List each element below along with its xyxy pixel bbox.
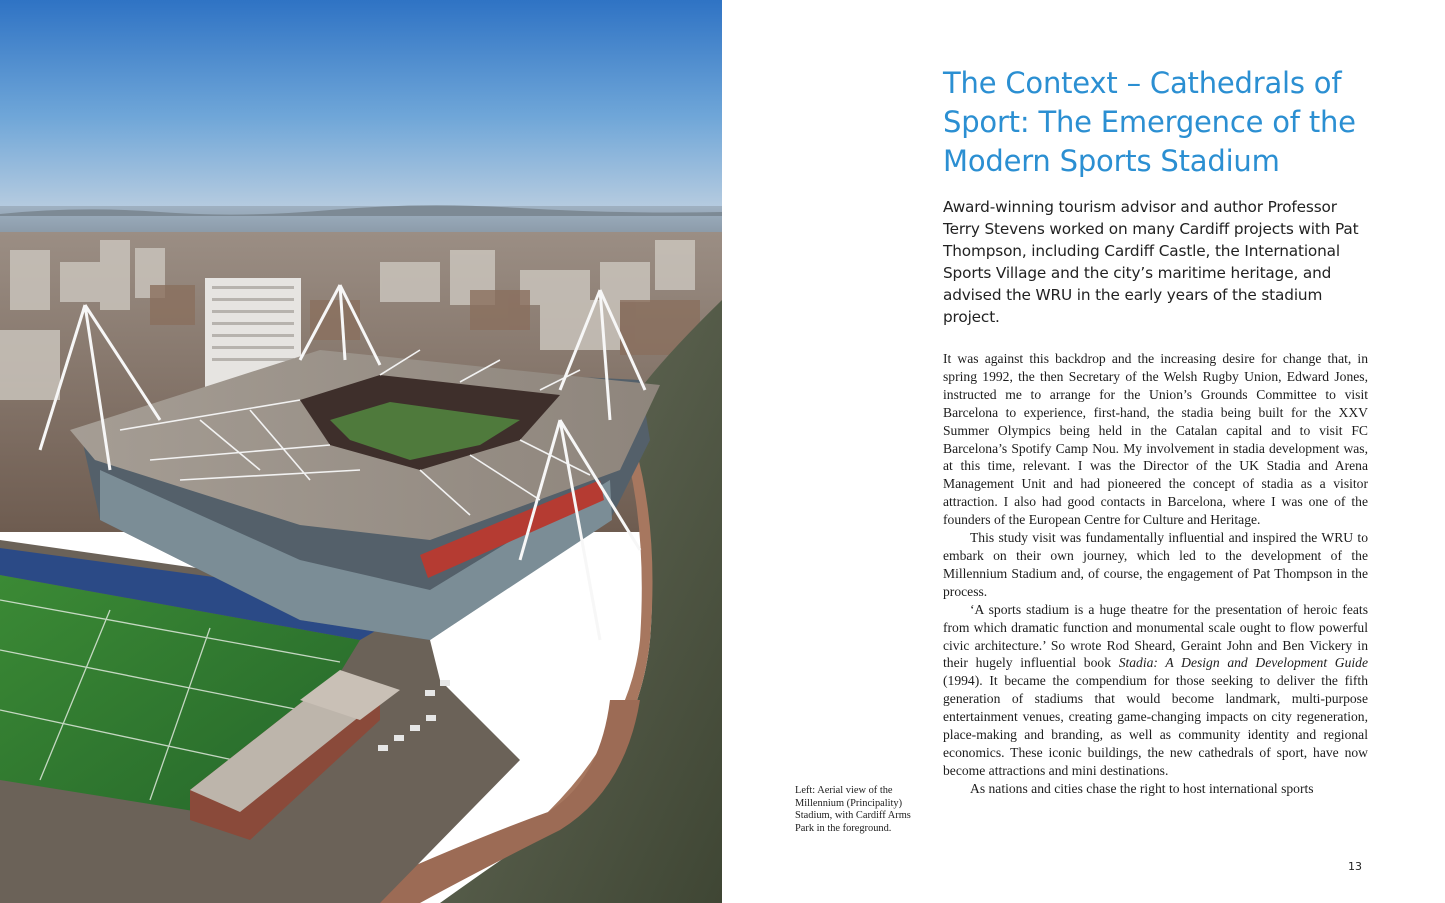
body-paragraph-4: As nations and cities chase the right to host international sports bbox=[970, 780, 1314, 796]
book-title: Stadia: A Design and Development Guide bbox=[1118, 655, 1368, 671]
intro-paragraph: Award-winning tourism advisor and author Professor Terry Stevens worked on many Cardiff projects with Pat Thompson, including Cardiff Castle, the International Sports Village and the city’s maritime heritage, and advised the WRU in the early years of the stadium project. bbox=[943, 198, 1359, 326]
aerial-stadium-photo bbox=[0, 0, 722, 903]
page-number: 13 bbox=[1348, 860, 1362, 873]
body-paragraph-3 bbox=[943, 601, 1368, 780]
body-paragraph-1: It was against this backdrop and the increasing desire for change that, in spring 1992, the then Secretary of the Welsh Rugby Union, Edward Jones, instructed me to arrange for the Union’s Grounds Committee to visit Barcelona to experience, first-hand, the stadia being built for the XXV Summer Olympics being held in the Catalan capital and to visit FC Barcelona’s Spotify Camp Nou. My involvement in stadia development was, at this time, relevant. I was the Director of the UK Stadia and Arena Management Unit and had pioneered the concept of stadia as a visitor attraction. I also had good contacts in Barcelona, where I was one of the founders of the European Centre for Culture and Heritage. bbox=[943, 351, 1368, 528]
body-paragraph-3-end: (1994). It became the compendium for those seeking to deliver the fifth generation of stadiums that would become landmark, multi-purpose entertainment venues, creating game-changing impacts on city regeneration, place-making and branding, as well as community identity and regional economics. These iconic buildings, the new cathedrals of sport, have now become attractions and mini destinations. bbox=[943, 673, 1368, 778]
body-paragraph-3-start: ‘A sports stadium is a huge theatre for the presentation of heroic feats from which dramatic function and monumental scale ought to flow powerful civic architecture.’ So wrote Rod Sheard, Geraint John and Ben Vickery in their hugely influential book bbox=[943, 601, 1368, 671]
body-text bbox=[943, 350, 1368, 798]
chapter-title: The Context – Cathedrals of Sport: The Emergence of the Modern Sports Stadium bbox=[943, 66, 1356, 178]
body-paragraph-2: This study visit was fundamentally influential and inspired the WRU to embark on their own journey, which led to the development of the Millennium Stadium and, of course, the engagement of Pat Thompson in the process. bbox=[943, 530, 1368, 599]
photo-caption: Left: Aerial view of the Millennium (Principality) Stadium, with Cardiff Arms Park in the foreground. bbox=[795, 785, 911, 834]
